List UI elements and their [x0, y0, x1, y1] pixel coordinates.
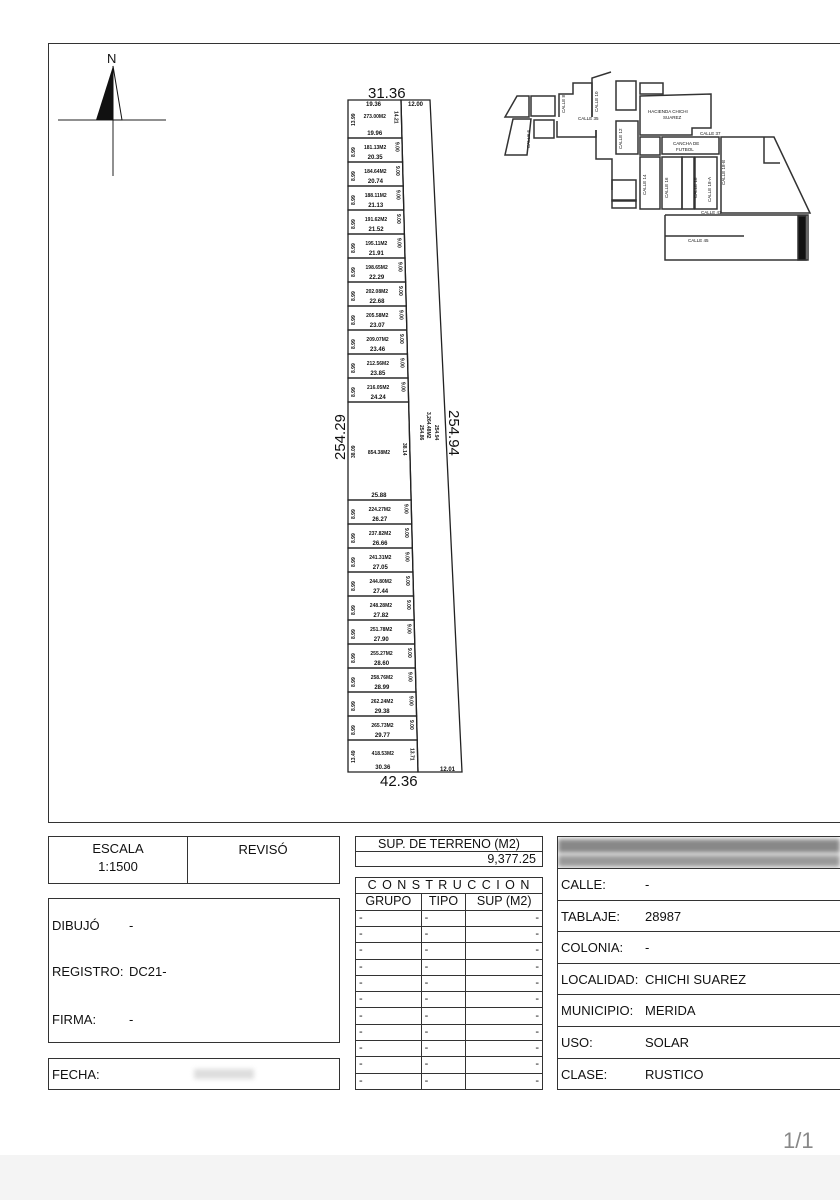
- lot-width: 23.07: [369, 323, 385, 329]
- lot-left-side: 13.99: [351, 113, 357, 126]
- construction-cell: -: [421, 975, 466, 991]
- construction-row: [356, 975, 543, 991]
- road-left-length: 254.86: [418, 425, 424, 441]
- info-label: LOCALIDAD:: [561, 971, 639, 987]
- info-value: CHICHI SUAREZ: [645, 971, 747, 987]
- land-area-box: [355, 836, 543, 867]
- lot-right-side: 9.00: [407, 696, 414, 706]
- lot-width: 22.29: [369, 275, 385, 281]
- construction-table: [355, 877, 543, 1090]
- lot-width: 21.13: [368, 203, 384, 209]
- lot-left-side: 8.99: [351, 171, 357, 181]
- map-label: HACIENDA CHICHI: [648, 109, 688, 114]
- lot-left-side: 8.99: [351, 315, 357, 325]
- construction-cell: -: [421, 926, 466, 942]
- top-total-dimension: 31.36: [368, 85, 406, 102]
- lot-left-side: 8.99: [351, 243, 357, 253]
- lot-right-side: 9.00: [396, 286, 403, 296]
- map-label: CANCHA DE: [673, 141, 700, 146]
- registry-value: DC21-: [129, 964, 167, 979]
- lot-area: 418.53M2: [371, 751, 394, 757]
- lot-area: 188.11M2: [364, 193, 387, 199]
- lot-area: 854.38M2: [367, 450, 391, 456]
- lot-width: 19.96: [367, 131, 383, 137]
- map-label: CALLE 45: [688, 238, 709, 243]
- lot-width: 27.90: [373, 637, 389, 643]
- lot-right-side: 9.00: [393, 142, 400, 152]
- lot-area: 251.78M2: [370, 627, 393, 633]
- construction-row: [356, 1008, 543, 1024]
- lot-area: 237.82M2: [368, 531, 392, 537]
- lot-width: 27.44: [373, 589, 389, 595]
- construction-cell: -: [421, 1040, 466, 1056]
- lot-width: 20.35: [367, 155, 383, 161]
- lot-width: 29.38: [374, 709, 390, 715]
- property-info-table: [557, 868, 840, 1090]
- construction-cell: -: [421, 1008, 466, 1024]
- bottom-total-dimension: 42.36: [380, 773, 418, 790]
- lot-area: 262.24M2: [371, 699, 394, 705]
- north-arrow-icon: [58, 51, 166, 176]
- lot-area: 273.00M2: [363, 114, 386, 120]
- map-label: SUAREZ: [663, 115, 682, 120]
- info-value: RUSTICO: [645, 1066, 704, 1082]
- lot-width: 28.60: [374, 661, 390, 667]
- construction-cell: -: [356, 1057, 422, 1073]
- lot-right-side: 13.71: [408, 748, 415, 761]
- construction-row: [356, 926, 543, 942]
- lot-left-side: 8.99: [351, 509, 357, 519]
- lot-area: 191.62M2: [364, 217, 388, 223]
- construction-row: [356, 910, 543, 926]
- construction-row: [356, 1024, 543, 1040]
- map-label: CALLE 14: [642, 174, 647, 195]
- construction-cell: -: [421, 959, 466, 975]
- lot-width: 20.74: [367, 179, 383, 185]
- lot-width: 27.82: [373, 613, 389, 619]
- info-row: [558, 995, 840, 1027]
- construction-cell: -: [356, 1008, 422, 1024]
- construction-cell: -: [466, 910, 543, 926]
- lot-right-side: 9.00: [398, 334, 405, 344]
- lot-area: 205.58M2: [366, 313, 389, 319]
- lot-area: 265.73M2: [371, 723, 394, 729]
- lot-width: 29.77: [374, 733, 390, 739]
- construction-cell: -: [356, 992, 422, 1008]
- lot-right-side: 14.21: [392, 111, 399, 124]
- lot-right-side: 9.00: [397, 310, 404, 320]
- map-label: CALLE 10: [594, 91, 599, 112]
- lot-area: 248.28M2: [369, 603, 393, 609]
- lot-width: 28.99: [374, 685, 390, 691]
- info-label: CALLE:: [561, 877, 606, 892]
- column-header-area: SUP (M2): [466, 894, 543, 910]
- date-label: FECHA:: [52, 1067, 100, 1082]
- construction-cell: -: [466, 975, 543, 991]
- map-label: CALLE 43: [701, 210, 722, 215]
- road-area: 3,264.48M2: [425, 412, 431, 439]
- lot-width: 25.88: [371, 493, 387, 499]
- info-value: -: [645, 877, 650, 892]
- map-label: CALLE 18: [693, 177, 698, 198]
- lot-area: 212.56M2: [366, 361, 389, 367]
- construction-title: C O N S T R U C C I O N: [356, 878, 543, 894]
- info-label: USO:: [561, 1035, 593, 1050]
- lot-left-side: 8.99: [351, 363, 357, 373]
- lot-width: 27.05: [372, 565, 388, 571]
- lot-width: 24.24: [370, 395, 386, 401]
- land-area-value: 9,377.25: [487, 852, 536, 866]
- date-box: [48, 1058, 340, 1090]
- info-label: TABLAJE:: [561, 908, 621, 924]
- lot-left-side: 13.49: [351, 750, 357, 763]
- viewer-background: [0, 1155, 840, 1200]
- construction-cell: -: [356, 959, 422, 975]
- column-header-type: TIPO: [421, 894, 466, 910]
- scale-label: ESCALA: [92, 841, 144, 856]
- lot-left-side: 8.99: [351, 339, 357, 349]
- lot-left-side: 8.99: [351, 581, 357, 591]
- signature-label: FIRMA:: [52, 1012, 97, 1027]
- left-total-dimension: 254.29: [332, 414, 349, 460]
- map-label: CALLE 8: [561, 94, 566, 113]
- lot-right-side: 9.00: [403, 528, 410, 538]
- lot-width: 26.66: [372, 541, 388, 547]
- column-header-group: GRUPO: [356, 894, 422, 910]
- construction-cell: -: [421, 992, 466, 1008]
- construction-row: [356, 1057, 543, 1073]
- lot-right-side: 38.14: [400, 443, 407, 456]
- lot-right-side: 9.00: [403, 552, 410, 562]
- lot-left-side: 8.99: [351, 219, 357, 229]
- map-label: CALLE 18-A: [707, 176, 712, 202]
- construction-cell: -: [421, 943, 466, 959]
- road-top-width: 12.00: [408, 102, 424, 108]
- signature-value: -: [129, 1012, 134, 1027]
- info-row: [558, 869, 840, 901]
- registry-label: REGISTRO:: [52, 964, 124, 979]
- road-right-length: 254.94: [433, 425, 439, 441]
- north-label: N: [107, 51, 117, 66]
- construction-row: [356, 1040, 543, 1056]
- first-lot-top-width: 19.36: [366, 102, 382, 108]
- lot-right-side: 9.00: [398, 358, 405, 368]
- lot-width: 30.36: [375, 765, 391, 771]
- lot-right-side: 9.00: [399, 382, 406, 392]
- lot-left-side: 8.99: [351, 605, 357, 615]
- lot-width: 21.91: [368, 251, 384, 257]
- info-label: CLASE:: [561, 1066, 608, 1082]
- lot-area: 202.08M2: [365, 289, 389, 295]
- info-row: [558, 901, 840, 933]
- map-label: CALLE 18-B: [721, 159, 726, 185]
- lot-left-side: 8.99: [351, 653, 357, 663]
- lot-area: 244.80M2: [369, 579, 392, 585]
- lot-left-side: 8.99: [351, 629, 357, 639]
- lot-right-side: 9.00: [406, 648, 413, 658]
- construction-cell: -: [356, 1024, 422, 1040]
- lot-width: 21.52: [368, 227, 384, 233]
- construction-cell: -: [466, 959, 543, 975]
- lot-left-side: 8.99: [351, 701, 357, 711]
- lot-right-side: 9.00: [405, 624, 412, 634]
- construction-cell: -: [466, 992, 543, 1008]
- lot-area: 255.27M2: [370, 651, 393, 657]
- construction-cell: -: [466, 1057, 543, 1073]
- lot-area: 195.11M2: [365, 241, 388, 247]
- construction-cell: -: [356, 943, 422, 959]
- lot-left-side: 8.99: [351, 557, 357, 567]
- page-indicator: 1/1: [783, 1128, 814, 1153]
- construction-row: [356, 992, 543, 1008]
- lot-left-side: 8.99: [351, 677, 357, 687]
- map-label: CALLE 12: [618, 128, 623, 149]
- map-label: CALLE 35: [578, 116, 599, 121]
- lot-area: 258.76M2: [370, 675, 393, 681]
- lot-plan: [332, 85, 462, 790]
- lot-area: 216.05M2: [367, 385, 390, 391]
- lot-right-side: 9.00: [396, 262, 403, 272]
- location-map: [505, 72, 810, 260]
- lot-left-side: 8.99: [351, 533, 357, 543]
- lot-area: 224.27M2: [368, 507, 391, 513]
- construction-cell: -: [466, 926, 543, 942]
- map-label: CALLE 6: [526, 129, 531, 148]
- date-value-redacted: [194, 1069, 254, 1079]
- lot-left-side: 38.09: [351, 445, 357, 458]
- lot-right-side: 9.00: [402, 504, 409, 514]
- info-value: -: [645, 940, 650, 956]
- construction-cell: -: [466, 943, 543, 959]
- map-label: CALLE 16: [664, 177, 669, 198]
- info-label: COLONIA:: [561, 940, 624, 956]
- lot-area: 184.64M2: [364, 169, 387, 175]
- lot-left-side: 8.99: [351, 725, 357, 735]
- construction-cell: -: [356, 910, 422, 926]
- info-label: MUNICIPIO:: [561, 1003, 634, 1019]
- lot-area: 198.65M2: [365, 265, 388, 271]
- info-value: 28987: [645, 908, 682, 924]
- info-row: [558, 1027, 840, 1059]
- drafter-value: -: [129, 918, 134, 933]
- construction-cell: -: [356, 926, 422, 942]
- info-row: [558, 932, 840, 964]
- lot-left-side: 8.99: [351, 387, 357, 397]
- lot-right-side: 9.00: [393, 166, 400, 176]
- construction-cell: -: [466, 1040, 543, 1056]
- construction-cell: -: [356, 975, 422, 991]
- construction-cell: -: [356, 1040, 422, 1056]
- info-row: [558, 1059, 840, 1091]
- lot-right-side: 9.00: [394, 190, 401, 200]
- right-total-dimension: 254.94: [445, 410, 462, 456]
- info-value: SOLAR: [645, 1035, 690, 1050]
- lot-right-side: 9.00: [407, 720, 414, 730]
- construction-cell: -: [421, 910, 466, 926]
- redacted-header: [557, 836, 840, 869]
- construction-cell: -: [466, 1008, 543, 1024]
- lot-right-side: 9.00: [404, 600, 411, 610]
- construction-cell: -: [356, 1073, 422, 1089]
- drafter-box: [48, 898, 340, 1043]
- lot-width: 23.46: [370, 347, 386, 353]
- drafter-label: DIBUJÓ: [52, 918, 100, 933]
- map-label: CALLE 37: [700, 131, 721, 136]
- road-bottom-width: 12.01: [440, 767, 456, 773]
- lot-right-side: 9.00: [395, 238, 402, 248]
- construction-cell: -: [466, 1073, 543, 1089]
- lot-right-side: 9.00: [395, 214, 402, 224]
- land-area-label: SUP. DE TERRENO (M2): [378, 837, 520, 851]
- map-label: FUTBOL: [676, 147, 694, 152]
- construction-cell: -: [466, 1024, 543, 1040]
- lot-width: 22.68: [369, 299, 385, 305]
- scale-value: 1:1500: [98, 859, 138, 874]
- construction-row: [356, 1073, 543, 1089]
- construction-cell: -: [421, 1024, 466, 1040]
- lot-area: 209.07M2: [366, 337, 389, 343]
- lot-right-side: 9.00: [404, 576, 411, 586]
- reviewer-label: REVISÓ: [238, 842, 288, 857]
- lot-left-side: 8.99: [351, 291, 357, 301]
- lot-left-side: 8.99: [351, 147, 357, 157]
- info-row: [558, 964, 840, 996]
- construction-cell: -: [421, 1057, 466, 1073]
- construction-row: [356, 943, 543, 959]
- info-value: MERIDA: [645, 1003, 696, 1019]
- lot-area: 181.13M2: [364, 145, 387, 151]
- lot-right-side: 9.00: [406, 672, 413, 682]
- scale-reviewer-box: [48, 836, 340, 884]
- lot-left-side: 8.99: [351, 195, 357, 205]
- construction-cell: -: [421, 1073, 466, 1089]
- lot-left-side: 8.99: [351, 267, 357, 277]
- lot-width: 23.85: [370, 371, 386, 377]
- lot-width: 26.27: [372, 517, 388, 523]
- construction-row: [356, 959, 543, 975]
- lot-area: 241.31M2: [369, 555, 392, 561]
